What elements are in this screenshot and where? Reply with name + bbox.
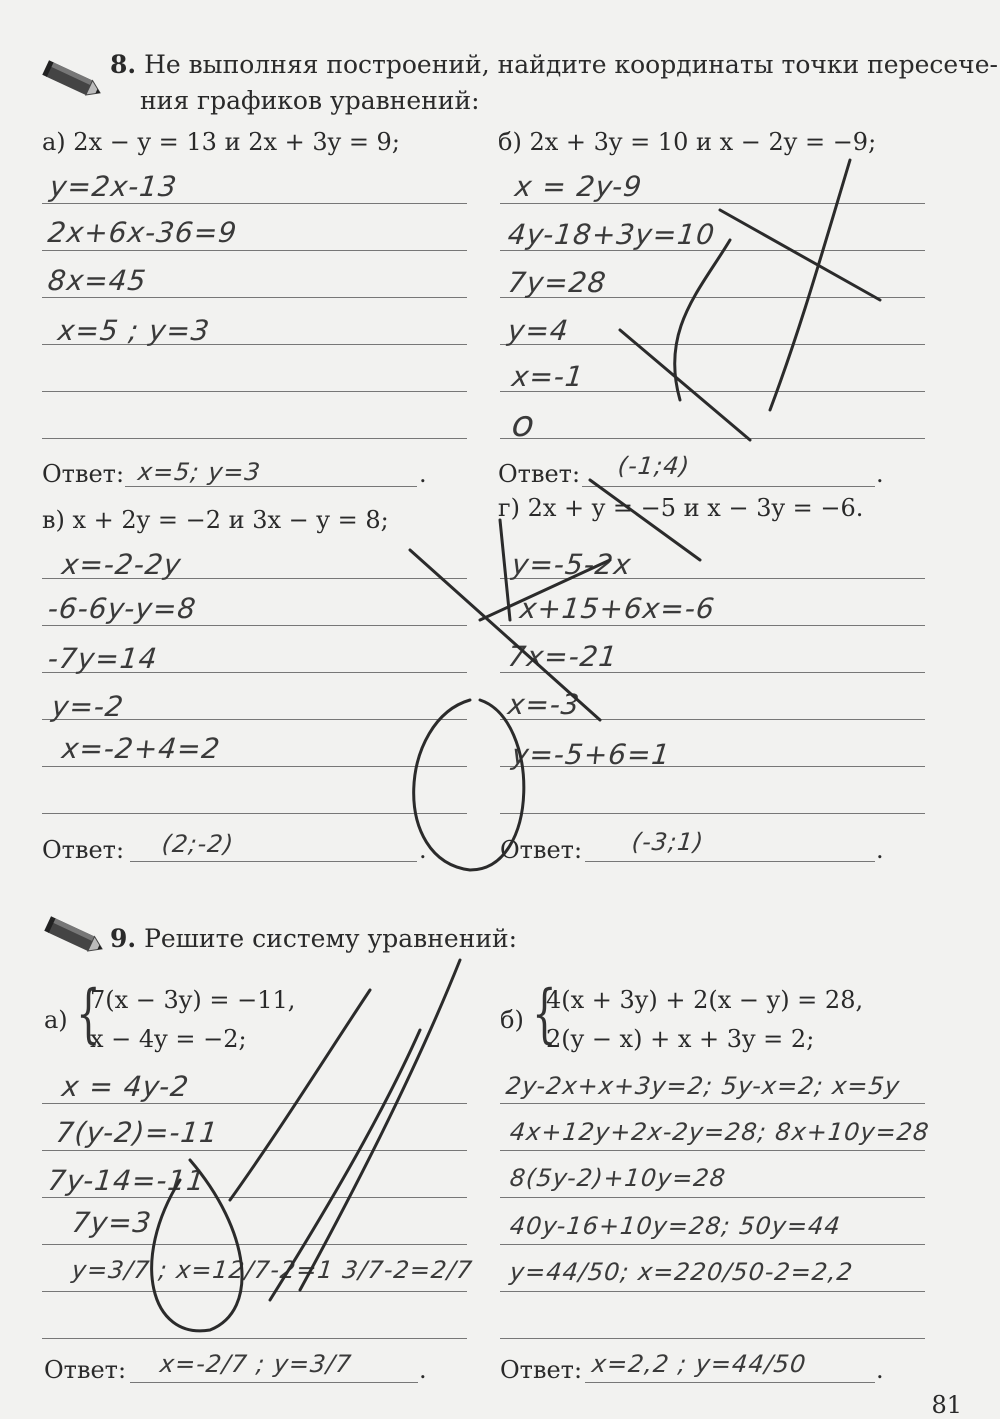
- task-8v-answer: (2;-2): [160, 830, 236, 858]
- task-9b-eq2: 2(y − x) + x + 3y = 2;: [546, 1025, 815, 1053]
- task-9-title-text: Решите систему уравнений:: [144, 924, 518, 953]
- task-8v-work-line: y=-2: [50, 690, 126, 723]
- task-9a-label: а): [44, 1006, 68, 1034]
- task-9-title: [110, 922, 517, 956]
- task-8v-work-line: x=-2+4=2: [60, 732, 223, 765]
- task-9a-work-line: y=3/7 ; x=12/7-2=1 3/7-2=2/7: [70, 1256, 475, 1284]
- task-9b-eq1: 4(x + 3y) + 2(x − y) = 28,: [546, 986, 864, 1014]
- task-8a-work-line: 8x=45: [46, 264, 149, 297]
- task-9-number: 9.: [110, 924, 137, 953]
- task-8g-work-line: y=-5+6=1: [510, 738, 673, 771]
- task-9a-work-line: x = 4y-2: [60, 1070, 191, 1103]
- task-8-title-line1: Не выполняя построений, найдите координаты точки пересече-: [144, 50, 998, 79]
- task-8a-answer: x=5; y=3: [136, 458, 263, 486]
- task-8b-work-line: x = 2y-9: [513, 170, 644, 203]
- task-9b-work-line: 4x+12y+2x-2y=28; 8x+10y=28: [508, 1118, 931, 1146]
- task-9b-work-line: 8(5y-2)+10y=28: [508, 1164, 728, 1192]
- task-8b-mark: o: [509, 404, 538, 445]
- task-9b-label: б): [500, 1006, 524, 1034]
- task-9a-eq2: x − 4y = −2;: [90, 1025, 247, 1053]
- task-8g-label: г) 2x + y = −5 и x − 3y = −6.: [498, 494, 864, 522]
- task-9a-answer-label: Ответ:: [44, 1356, 127, 1384]
- task-8b-work-line: y=4: [506, 314, 571, 347]
- task-8g-work-line: 7x=-21: [506, 640, 620, 673]
- task-8g-work-line: x=-3: [506, 688, 582, 721]
- task-8g-answer-label: Ответ:: [500, 836, 583, 864]
- task-8-number: 8.: [110, 50, 137, 79]
- task-9b-work-line: 2y-2x+x+3y=2; 5y-x=2; x=5y: [504, 1072, 902, 1100]
- task-9a-work-line: 7y-14=-11: [46, 1164, 208, 1197]
- task-8b-work-line: 7y=28: [506, 266, 609, 299]
- task-8a-work-line: 2x+6x-36=9: [46, 216, 239, 249]
- task-8-title-line2: ния графиков уравнений:: [140, 86, 480, 115]
- task-8b-answer-label: Ответ:: [498, 460, 581, 488]
- task-8a-label: а) 2x − y = 13 и 2x + 3y = 9;: [42, 128, 400, 156]
- task-9a-work-line: 7(y-2)=-11: [54, 1116, 221, 1149]
- task-9b-answer: x=2,2 ; y=44/50: [590, 1350, 808, 1378]
- task-8v-work-line: -6-6y-y=8: [46, 592, 199, 625]
- task-9b-answer-label: Ответ:: [500, 1356, 583, 1384]
- task-8a-work-line: y=2x-13: [48, 170, 179, 203]
- task-8-title: [110, 48, 998, 82]
- pencil-icon: [42, 914, 106, 962]
- task-9a-answer: x=-2/7 ; y=3/7: [158, 1350, 354, 1378]
- task-9a-eq1: 7(x − 3y) = −11,: [90, 986, 296, 1014]
- task-8g-work-line: y=-5-2x: [510, 548, 634, 581]
- task-8g-answer: (-3;1): [630, 828, 706, 856]
- task-8b-work-line: 4y-18+3y=10: [506, 218, 717, 251]
- task-8b-work-line: x=-1: [510, 360, 586, 393]
- task-9b-work-line: 40y-16+10y=28; 50y=44: [508, 1212, 843, 1240]
- page-number: 81: [931, 1391, 962, 1419]
- task-8g-work-line: x+15+6x=-6: [518, 592, 717, 625]
- task-8v-answer-label: Ответ:: [42, 836, 125, 864]
- task-9b-work-line: y=44/50; x=220/50-2=2,2: [508, 1258, 855, 1286]
- task-8a-answer-label: Ответ:: [42, 460, 125, 488]
- pencil-icon: [40, 58, 104, 106]
- task-8v-work-line: x=-2-2y: [60, 548, 184, 581]
- task-8v-work-line: -7y=14: [46, 642, 160, 675]
- task-8b-answer: (-1;4): [616, 452, 692, 480]
- task-9a-work-line: 7y=3: [70, 1206, 154, 1239]
- task-8a-work-line: x=5 ; y=3: [56, 314, 212, 347]
- task-8b-label: б) 2x + 3y = 10 и x − 2y = −9;: [498, 128, 877, 156]
- task-8v-label: в) x + 2y = −2 и 3x − y = 8;: [42, 506, 389, 534]
